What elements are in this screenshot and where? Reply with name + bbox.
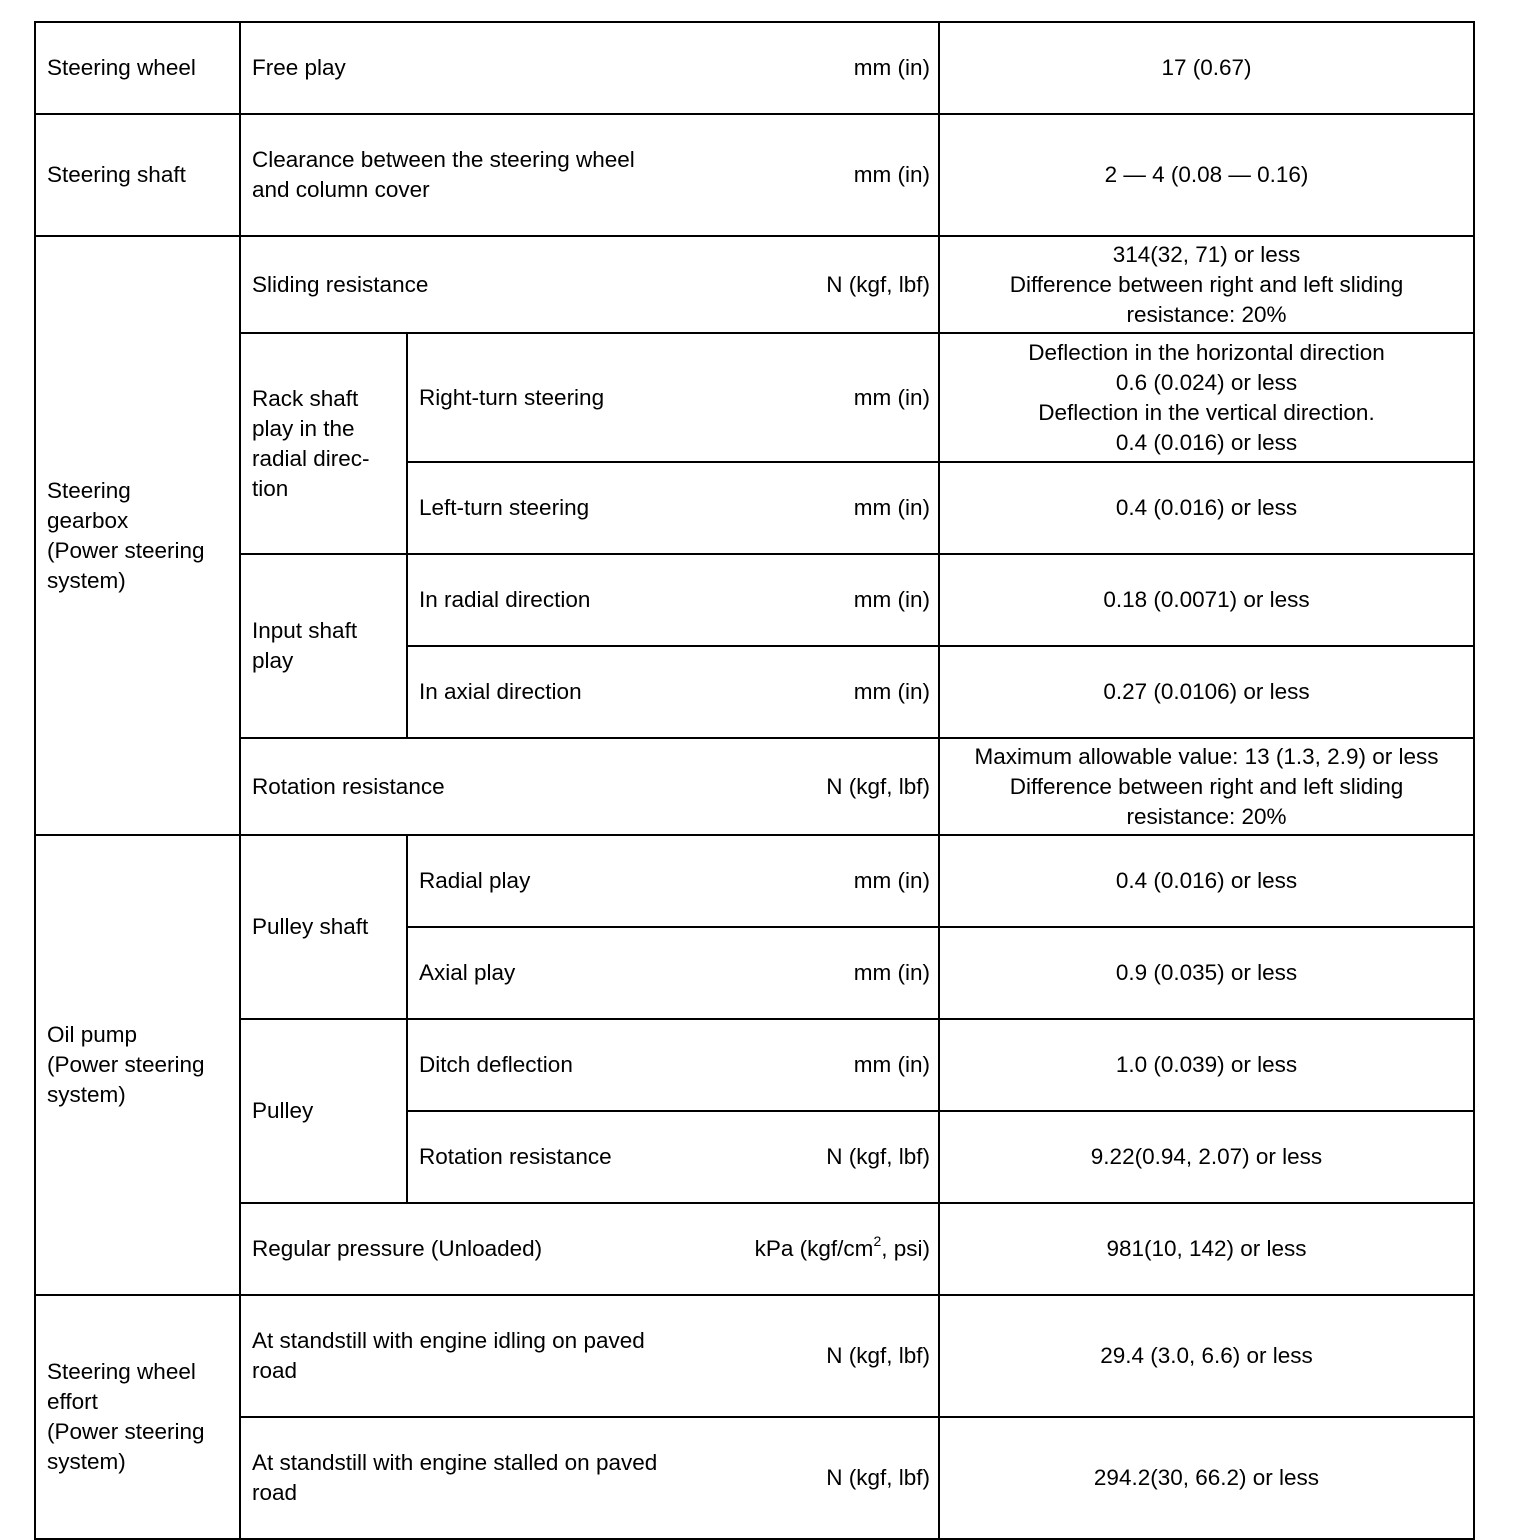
unit-label: mm (in)	[853, 495, 930, 520]
table-row	[35, 1417, 1474, 1539]
item-cell	[407, 835, 939, 927]
item-label: Rotation resistance	[419, 1144, 612, 1169]
spec-table	[34, 21, 1475, 1540]
unit-label: N (kgf, lbf)	[826, 1465, 930, 1490]
unit-label: N (kgf, lbf)	[826, 1144, 930, 1169]
item-cell	[407, 554, 939, 646]
unit-post: , psi)	[881, 1236, 930, 1261]
value-cell: 0.9 (0.035) or less	[939, 927, 1474, 1019]
item-cell	[240, 1417, 939, 1539]
item-label: Free play	[252, 55, 346, 80]
item-label: Radial play	[419, 868, 531, 893]
table-row	[35, 22, 1474, 114]
item-label: Right-turn steering	[419, 384, 605, 410]
table-row	[35, 236, 1474, 333]
value-cell: 29.4 (3.0, 6.6) or less	[939, 1295, 1474, 1417]
unit-label: mm (in)	[853, 587, 930, 612]
item-cell	[407, 1019, 939, 1111]
table-row	[35, 1203, 1474, 1295]
unit-label: mm (in)	[853, 960, 930, 985]
item-cell	[407, 1111, 939, 1203]
item-label: Left-turn steering	[419, 495, 590, 520]
table-row	[35, 554, 1474, 646]
unit-label: mm (in)	[853, 162, 930, 187]
unit-label: N (kgf, lbf)	[826, 773, 930, 799]
item-label: Regular pressure (Unloaded)	[252, 1236, 543, 1261]
group-steering-wheel-effort: Steering wheel effort (Power steering system)	[35, 1295, 240, 1539]
item-cell	[407, 333, 939, 462]
value-cell: 0.4 (0.016) or less	[939, 462, 1474, 554]
value-cell: 9.22(0.94, 2.07) or less	[939, 1111, 1474, 1203]
table-row	[35, 114, 1474, 236]
item-cell	[240, 738, 939, 835]
item-cell	[407, 646, 939, 738]
item-cell	[240, 1203, 939, 1295]
table-row	[35, 835, 1474, 927]
unit-label: N (kgf, lbf)	[826, 271, 930, 297]
item-cell	[240, 1295, 939, 1417]
value-cell: 2 — 4 (0.08 — 0.16)	[939, 114, 1474, 236]
item-cell	[407, 462, 939, 554]
value-cell: 294.2(30, 66.2) or less	[939, 1417, 1474, 1539]
group-steering-shaft: Steering shaft	[35, 114, 240, 236]
group-steering-wheel: Steering wheel	[35, 22, 240, 114]
item-label: At standstill with engine idling on paved road	[252, 1328, 645, 1383]
table-row	[35, 738, 1474, 835]
item-label: Clearance between the steering wheel and column cover	[252, 147, 635, 202]
subgroup-pulley: Pulley	[240, 1019, 407, 1203]
unit-label: mm (in)	[853, 1052, 930, 1077]
item-label: Rotation resistance	[252, 773, 445, 799]
value-cell: 0.27 (0.0106) or less	[939, 646, 1474, 738]
unit-label: N (kgf, lbf)	[826, 1343, 930, 1368]
value-cell: 1.0 (0.039) or less	[939, 1019, 1474, 1111]
value-cell: 0.4 (0.016) or less	[939, 835, 1474, 927]
subgroup-rack-shaft: Rack shaft play in the radial direc- tion	[240, 333, 407, 554]
item-cell	[240, 22, 939, 114]
subgroup-input-shaft: Input shaft play	[240, 554, 407, 738]
item-cell	[240, 236, 939, 333]
item-label: Sliding resistance	[252, 271, 429, 297]
unit-label	[745, 1234, 930, 1264]
table-row	[35, 1019, 1474, 1111]
value-cell: 314(32, 71) or less Difference between right and left sliding resistance: 20%	[939, 236, 1474, 333]
unit-pre: kPa (kgf/cm	[754, 1236, 874, 1261]
item-label: Ditch deflection	[419, 1052, 573, 1077]
item-label: In axial direction	[419, 679, 582, 704]
value-cell: 981(10, 142) or less	[939, 1203, 1474, 1295]
item-cell	[240, 114, 939, 236]
value-cell: 17 (0.67)	[939, 22, 1474, 114]
unit-superscript: 2	[873, 1232, 882, 1249]
unit-label: mm (in)	[853, 868, 930, 893]
subgroup-pulley-shaft: Pulley shaft	[240, 835, 407, 1019]
group-steering-gearbox: Steering gearbox (Power steering system)	[35, 236, 240, 835]
unit-label: mm (in)	[853, 55, 930, 80]
table-row	[35, 1295, 1474, 1417]
value-cell: 0.18 (0.0071) or less	[939, 554, 1474, 646]
item-label: At standstill with engine stalled on paved road	[252, 1450, 658, 1505]
item-label: Axial play	[419, 960, 516, 985]
item-cell	[407, 927, 939, 1019]
item-label: In radial direction	[419, 587, 591, 612]
unit-label: mm (in)	[853, 679, 930, 704]
table-row	[35, 333, 1474, 462]
value-cell: Deflection in the horizontal direction 0.6 (0.024) or less Deflection in the vertical direction. 0.4 (0.016) or less	[939, 333, 1474, 462]
value-cell: Maximum allowable value: 13 (1.3, 2.9) or less Difference between right and left sliding resistance: 20%	[939, 738, 1474, 835]
unit-label: mm (in)	[853, 384, 930, 410]
group-oil-pump: Oil pump (Power steering system)	[35, 835, 240, 1295]
